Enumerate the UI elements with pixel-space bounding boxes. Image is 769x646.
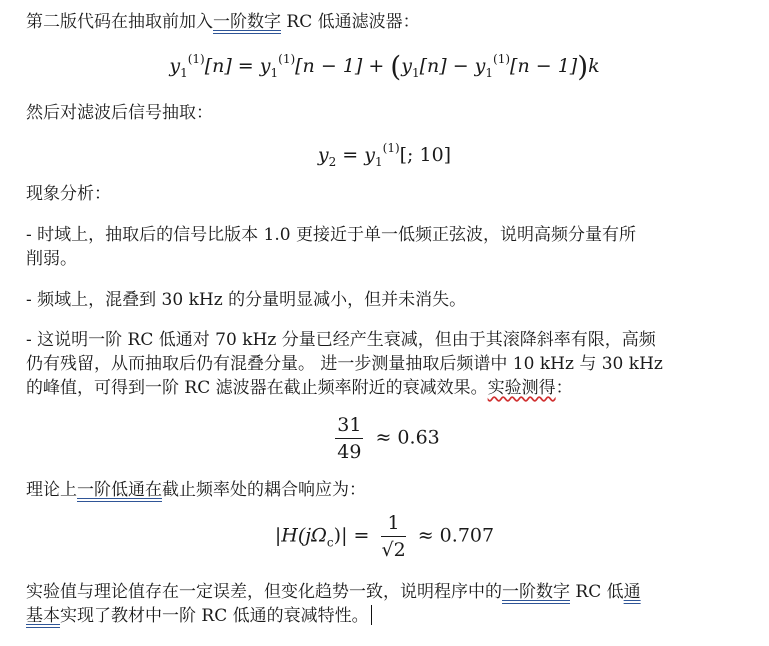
eq-approx: ≈ 0.63	[369, 426, 440, 449]
bullet-line: - 这说明一阶 RC 低通对 70 kHz 分量已经产生衰减，但由于其滚降斜率有限，高频	[26, 330, 656, 350]
eq-approx: ≈ 0.707	[411, 524, 495, 547]
eq-sub: c	[326, 535, 334, 550]
eq-var: k	[588, 55, 600, 77]
fraction	[381, 512, 405, 561]
intro-paragraph	[26, 10, 420, 34]
bullet-frequency-domain: - 频域上，混叠到 30 kHz 的分量明显减小，但并未消失。	[26, 290, 467, 310]
conclusion-line	[26, 580, 641, 604]
intro-text-end: RC 低通滤波器：	[281, 12, 420, 32]
transfer-function-equation	[0, 512, 769, 561]
conclusion-text: 实现了教材中一阶 RC 低通的衰减特性。	[60, 606, 369, 626]
underlined-term: 通	[623, 582, 641, 602]
measured-ratio-equation	[0, 414, 769, 463]
eq-sub: 1	[375, 155, 383, 169]
eq-index: [n − 1]	[510, 55, 578, 77]
eq-sup: (1)	[187, 52, 205, 66]
eq-sub: 1	[180, 66, 188, 80]
numerator: 1	[381, 512, 405, 537]
eq-var: y	[259, 55, 271, 77]
eq-sub: 2	[328, 155, 337, 169]
intro-text: 第二版代码在抽取前加入	[26, 12, 213, 32]
eq-equals: =	[231, 55, 260, 77]
fraction	[335, 414, 363, 463]
conclusion-line	[26, 604, 641, 628]
bullet-line: 仍有残留，从而抽取后仍有混叠分量。 进一步测量抽取后频谱中 10 kHz 与 30 kHz	[26, 354, 663, 374]
eq-sup: (1)	[278, 52, 296, 66]
eq-index: [n]	[204, 55, 232, 77]
bullet-text: 的峰值，可得到一阶 RC 滤波器在截止频率附近的衰减效果。	[26, 378, 488, 398]
eq-plus: +	[362, 55, 391, 77]
text-cursor	[371, 605, 373, 625]
eq-paren: )	[577, 50, 589, 83]
conclusion-text: RC 低	[570, 582, 624, 602]
eq-sup: (1)	[493, 52, 511, 66]
analysis-heading: 现象分析：	[26, 184, 111, 204]
eq-lhs: |H(jΩ	[274, 524, 327, 547]
bullet-explanation	[26, 328, 663, 400]
conclusion-paragraph	[26, 580, 641, 628]
bullet-line: 削弱。	[26, 249, 77, 269]
eq-index: [n − 1]	[295, 55, 363, 77]
underlined-term: 基本	[26, 606, 60, 626]
conclusion-text: 实验值与理论值存在一定误差，但变化趋势一致，说明程序中的	[26, 582, 502, 602]
underlined-term: 一阶数字	[213, 12, 281, 32]
theory-text: 截止频率处的耦合响应为：	[162, 480, 366, 500]
eq-index: [n]	[419, 55, 447, 77]
filter-equation	[0, 50, 769, 83]
eq-equals: =	[336, 144, 365, 166]
eq-var: y	[317, 144, 329, 166]
numerator: 31	[335, 414, 363, 439]
underlined-term: 一阶低通在	[77, 480, 162, 500]
eq-minus: −	[446, 55, 475, 77]
eq-sub: 1	[485, 66, 494, 80]
decimation-paragraph: 然后对滤波后信号抽取：	[26, 103, 213, 123]
eq-index: [; 10]	[399, 144, 452, 166]
underlined-term: 一阶数字	[502, 582, 570, 602]
eq-var: y	[364, 144, 375, 166]
eq-paren: (	[390, 50, 402, 83]
bullet-text: ：	[555, 378, 573, 398]
eq-var: y	[474, 55, 486, 77]
bullet-time-domain	[26, 223, 636, 271]
theory-text: 理论上	[26, 480, 77, 500]
bullet-line	[26, 376, 663, 400]
eq-sup: (1)	[382, 141, 400, 155]
decimation-equation	[0, 141, 769, 169]
theory-paragraph	[26, 478, 366, 502]
denominator: √2	[381, 539, 406, 561]
eq-sub: 1	[411, 66, 420, 80]
eq-var: y	[401, 55, 412, 77]
eq-var: y	[169, 55, 181, 77]
eq-equals: )| =	[333, 524, 376, 547]
denominator: 49	[337, 441, 362, 463]
eq-sub: 1	[270, 66, 279, 80]
spellcheck-flagged-text: 实验测得	[487, 378, 556, 398]
bullet-line: - 时域上，抽取后的信号比版本 1.0 更接近于单一低频正弦波，说明高频分量有所	[26, 225, 636, 245]
